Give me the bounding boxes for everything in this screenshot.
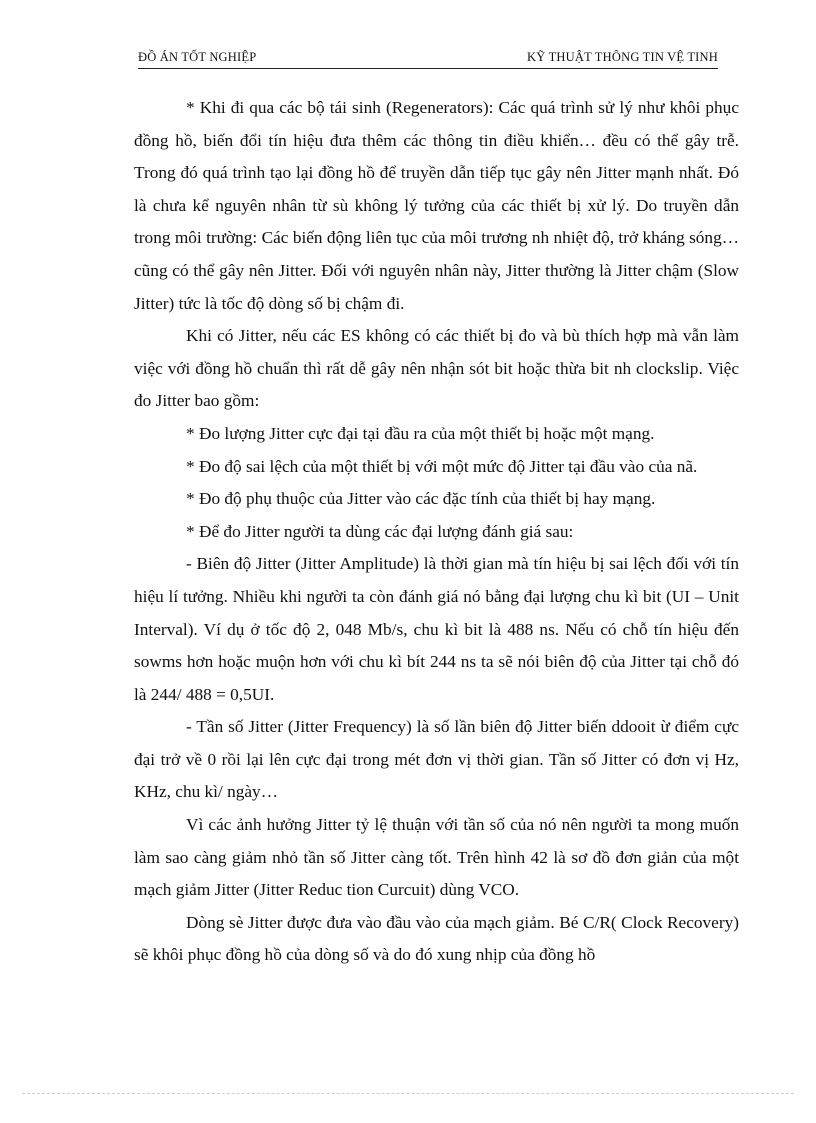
paragraph: Khi có Jitter, nếu các ES không có các thiết bị đo và bù thích hợp mà vẫn làm việc với đồng hồ chuẩn thì rất dễ gây nên nhận sót bit hoặc thừa bit nh clockslip. Việc đo Jitter bao gồm: [134, 326, 739, 411]
header-left-title: ĐỒ ÁN TỐT NGHIỆP [138, 50, 257, 64]
document-body [134, 92, 739, 972]
definition-item: - Biên độ Jitter (Jitter Amplitude) là thời gian mà tín hiệu bị sai lệch đối với tín hiệu lí tưởng. Nhiều khi người ta còn đánh giá nó bằng đại lượng chu kì bit (UI – Unit Interval). Ví dụ ở tốc độ 2, 048 Mb/s, chu kì bit là 488 ns. Nếu có chỗ tín hiệu đến sowms hơn hoặc muộn hơn với chu kì bít 244 ns ta sẽ nói biên độ của Jitter tại chỗ đó là 244/ 488 = 0,5UI. [134, 554, 739, 704]
header-right-title: KỸ THUẬT THÔNG TIN VỆ TINH [527, 50, 718, 64]
bullet-item: * Đo độ phụ thuộc của Jitter vào các đặc tính của thiết bị hay mạng. [186, 489, 656, 509]
paragraph: * Khi đi qua các bộ tái sinh (Regenerators): Các quá trình sử lý như khôi phục đồng hồ, biến đổi tín hiệu đưa thêm các thông tin điều khiển… đều có thể gây trễ. Trong đó quá trình tạo lại đồng hồ để truyền dẫn tiếp tục gây nên Jitter mạnh nhất. Đó là chưa kể nguyên nhân từ sù không lý tưởng của các thiết bị xử lý. Do truyền dẫn trong môi trường: Các biến động liên tục của môi trương nh nhiệt độ, trở kháng sóng… cũng có thể gây nên Jitter. Đối với nguyên nhân này, Jitter thường là Jitter chậm (Slow Jitter) tức là tốc độ dòng số bị chậm đi. [134, 98, 739, 313]
bullet-item: * Để đo Jitter người ta dùng các đại lượng đánh giá sau: [186, 521, 574, 541]
paragraph: Vì các ảnh hưởng Jitter tỷ lệ thuận với tần số của nó nên người ta mong muốn làm sao càng giảm nhỏ tần số Jitter càng tốt. Trên hình 42 là sơ đồ đơn giản của một mạch giảm Jitter (Jitter Reduc tion Curcuit) dùng VCO. [134, 815, 739, 900]
paragraph: Dòng sè Jitter được đưa vào đầu vào của mạch giảm. Bé C/R( Clock Recovery) sẽ khôi phục đồng hồ của dòng số và do đó xung nhịp của đồng hồ [134, 912, 739, 965]
definition-item: - Tần số Jitter (Jitter Frequency) là số lần biên độ Jitter biến ddooit ừ điểm cực đại trở về 0 rồi lại lên cực đại trong mét đơn vị thời gian. Tần số Jitter có đơn vị Hz, KHz, chu kì/ ngày… [134, 717, 739, 802]
bullet-item: * Đo lượng Jitter cực đại tại đầu ra của một thiết bị hoặc một mạng. [186, 423, 655, 443]
bullet-item: * Đo độ sai lệch của một thiết bị với một mức độ Jitter tại đầu vào của nã. [186, 456, 698, 476]
page-header [138, 48, 718, 69]
page-bottom-divider [22, 1093, 794, 1094]
